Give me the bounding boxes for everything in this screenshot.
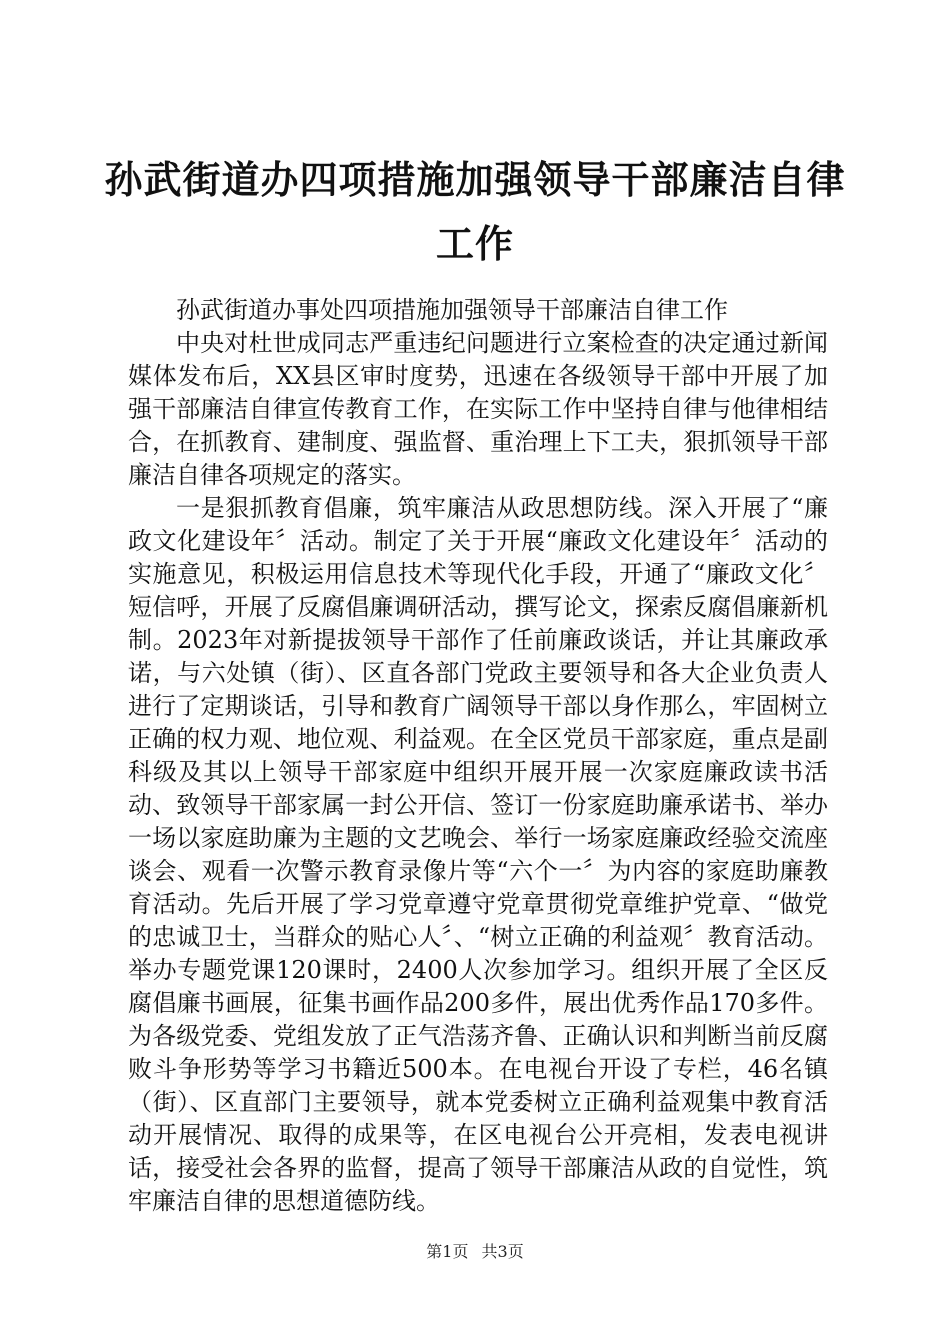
page-total: 共3页 — [481, 1242, 524, 1261]
page-number: 第1页 — [426, 1242, 469, 1261]
intro-paragraph: 中央对杜世成同志严重违纪问题进行立案检查的决定通过新闻媒体发布后，XX县区审时度势，迅速在各级领导干部中开展了加强干部廉洁自律宣传教育工作，在实际工作中坚持自律与他律相结合，在抓教育、建制度、强监督、重治理上下工夫，狠抓领导干部廉洁自律各项规定的落实。 — [128, 329, 828, 489]
subtitle-paragraph: 孙武街道办事处四项措施加强领导干部廉洁自律工作 — [176, 296, 728, 324]
document-body — [128, 294, 828, 1218]
body-paragraph: 一是狠抓教育倡廉，筑牢廉洁从政思想防线。深入开展了“廉政文化建设年〞活动。制定了关于开展“廉政文化建设年〞活动的实施意见，积极运用信息技术等现代化手段，开通了“廉政文化〞短信呼，开展了反腐倡廉调研活动，撰写论文，探索反腐倡廉新机制。2023年对新提拔领导干部作了任前廉政谈话，并让其廉政承诺，与六处镇（街）、区直各部门党政主要领导和各大企业负责人进行了定期谈话，引导和教育广阔领导干部以身作那么，牢固树立正确的权力观、地位观、利益观。在全区党员干部家庭，重点是副科级及其以上领导干部家庭中组织开展开展一次家庭廉政读书活动、致领导干部家属一封公开信、签订一份家庭助廉承诺书、举办一场以家庭助廉为主题的文艺晚会、举行一场家庭廉政经验交流座谈会、观看一次警示教育录像片等“六个一〞为内容的家庭助廉教育活动。先后开展了学习党章遵守党章贯彻党章维护党章、“做党的忠诚卫士，当群众的贴心人〞、“树立正确的利益观〞教育活动。举办专题党课120课时，2400人次参加学习。组织开展了全区反腐倡廉书画展，征集书画作品200多件，展出优秀作品170多件。为各级党委、党组发放了正气浩荡齐鲁、正确认识和判断当前反腐败斗争形势等学习书籍近500本。在电视台开设了专栏，46名镇（街）、区直部门主要领导，就本党委树立正确利益观集中教育活动开展情况、取得的成果等，在区电视台公开亮相，发表电视讲话，接受社会各界的监督，提高了领导干部廉洁从政的自觉性，筑牢廉洁自律的思想道德防线。 — [128, 494, 828, 1215]
document-title: 孙武街道办四项措施加强领导干部廉洁自律工作 — [104, 157, 846, 266]
page-footer — [0, 1242, 950, 1262]
